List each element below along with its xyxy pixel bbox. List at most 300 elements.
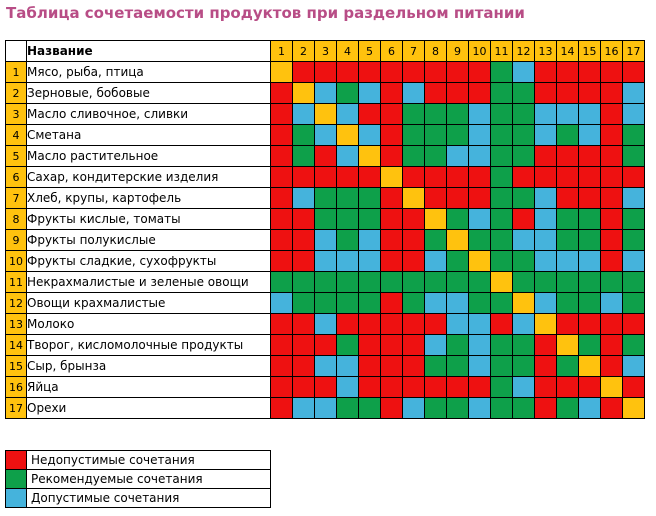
compatibility-cell: [359, 167, 381, 188]
row-number: 6: [6, 167, 27, 188]
compatibility-cell: [469, 83, 491, 104]
compatibility-cell: [271, 209, 293, 230]
compatibility-cell: [557, 167, 579, 188]
compatibility-cell: [315, 356, 337, 377]
compatibility-cell: [293, 398, 315, 419]
compatibility-cell: [271, 188, 293, 209]
compatibility-cell: [491, 146, 513, 167]
compatibility-cell: [315, 188, 337, 209]
compatibility-cell: [425, 230, 447, 251]
compatibility-cell: [601, 146, 623, 167]
compatibility-cell: [447, 314, 469, 335]
compatibility-cell: [293, 83, 315, 104]
compatibility-cell: [557, 62, 579, 83]
compatibility-cell: [623, 230, 645, 251]
column-header: 16: [601, 41, 623, 62]
compatibility-cell: [601, 293, 623, 314]
compatibility-cell: [535, 125, 557, 146]
compatibility-cell: [557, 125, 579, 146]
compatibility-cell: [359, 398, 381, 419]
compatibility-cell: [337, 251, 359, 272]
compatibility-cell: [601, 167, 623, 188]
compatibility-cell: [403, 356, 425, 377]
column-header: 14: [557, 41, 579, 62]
compatibility-cell: [425, 398, 447, 419]
compatibility-cell: [513, 62, 535, 83]
compatibility-cell: [469, 314, 491, 335]
compatibility-cell: [535, 293, 557, 314]
compatibility-cell: [359, 62, 381, 83]
table-row: [6, 398, 645, 419]
compatibility-cell: [315, 104, 337, 125]
compatibility-cell: [623, 125, 645, 146]
compatibility-cell: [425, 356, 447, 377]
product-name: Зерновые, бобовые: [27, 83, 271, 104]
table-row: [6, 251, 645, 272]
compatibility-cell: [535, 377, 557, 398]
compatibility-cell: [535, 251, 557, 272]
compatibility-cell: [425, 209, 447, 230]
row-number: 14: [6, 335, 27, 356]
compatibility-cell: [579, 251, 601, 272]
compatibility-cell: [447, 104, 469, 125]
compatibility-cell: [579, 356, 601, 377]
compatibility-table: [5, 40, 645, 419]
compatibility-cell: [315, 230, 337, 251]
compatibility-cell: [447, 62, 469, 83]
compatibility-cell: [623, 188, 645, 209]
compatibility-cell: [293, 293, 315, 314]
product-name: Овощи крахмалистые: [27, 293, 271, 314]
compatibility-cell: [491, 272, 513, 293]
product-name: Творог, кисломолочные продукты: [27, 335, 271, 356]
compatibility-cell: [381, 188, 403, 209]
compatibility-cell: [535, 104, 557, 125]
compatibility-cell: [381, 398, 403, 419]
compatibility-cell: [425, 188, 447, 209]
compatibility-cell: [425, 104, 447, 125]
compatibility-cell: [623, 293, 645, 314]
compatibility-cell: [601, 209, 623, 230]
compatibility-cell: [271, 251, 293, 272]
compatibility-cell: [403, 188, 425, 209]
table-header-row: [6, 41, 645, 62]
header-name: Название: [27, 41, 271, 62]
row-number: 10: [6, 251, 27, 272]
compatibility-cell: [315, 62, 337, 83]
row-number: 1: [6, 62, 27, 83]
compatibility-cell: [403, 377, 425, 398]
compatibility-cell: [491, 314, 513, 335]
legend-label: Рекомендуемые сочетания: [27, 470, 271, 489]
table-row: [6, 377, 645, 398]
row-number: 3: [6, 104, 27, 125]
compatibility-cell: [557, 335, 579, 356]
table-row: [6, 293, 645, 314]
compatibility-cell: [623, 167, 645, 188]
compatibility-cell: [337, 335, 359, 356]
compatibility-cell: [271, 230, 293, 251]
compatibility-cell: [535, 314, 557, 335]
compatibility-cell: [513, 398, 535, 419]
column-header: 3: [315, 41, 337, 62]
compatibility-cell: [425, 251, 447, 272]
compatibility-cell: [447, 335, 469, 356]
row-number: 11: [6, 272, 27, 293]
compatibility-cell: [513, 314, 535, 335]
product-name: Фрукты сладкие, сухофрукты: [27, 251, 271, 272]
compatibility-cell: [293, 188, 315, 209]
compatibility-cell: [337, 398, 359, 419]
compatibility-cell: [447, 188, 469, 209]
compatibility-cell: [579, 125, 601, 146]
product-name: Хлеб, крупы, картофель: [27, 188, 271, 209]
compatibility-cell: [381, 293, 403, 314]
compatibility-cell: [337, 272, 359, 293]
compatibility-cell: [315, 272, 337, 293]
compatibility-cell: [513, 188, 535, 209]
compatibility-cell: [315, 125, 337, 146]
compatibility-cell: [293, 209, 315, 230]
compatibility-cell: [491, 377, 513, 398]
compatibility-cell: [601, 230, 623, 251]
compatibility-cell: [447, 398, 469, 419]
legend-swatch: [6, 489, 27, 508]
row-number: 7: [6, 188, 27, 209]
compatibility-cell: [425, 62, 447, 83]
compatibility-cell: [315, 251, 337, 272]
compatibility-cell: [271, 377, 293, 398]
compatibility-cell: [293, 62, 315, 83]
compatibility-cell: [513, 272, 535, 293]
product-name: Сыр, брынза: [27, 356, 271, 377]
compatibility-cell: [557, 377, 579, 398]
compatibility-cell: [315, 398, 337, 419]
compatibility-cell: [271, 314, 293, 335]
compatibility-cell: [557, 146, 579, 167]
row-number: 15: [6, 356, 27, 377]
compatibility-cell: [579, 335, 601, 356]
compatibility-cell: [315, 377, 337, 398]
compatibility-cell: [601, 335, 623, 356]
compatibility-cell: [271, 398, 293, 419]
compatibility-cell: [513, 377, 535, 398]
compatibility-cell: [403, 251, 425, 272]
compatibility-cell: [293, 146, 315, 167]
compatibility-cell: [337, 230, 359, 251]
compatibility-cell: [601, 314, 623, 335]
column-header: 17: [623, 41, 645, 62]
row-number: 16: [6, 377, 27, 398]
compatibility-cell: [469, 188, 491, 209]
product-name: Орехи: [27, 398, 271, 419]
compatibility-cell: [469, 209, 491, 230]
compatibility-cell: [623, 398, 645, 419]
compatibility-cell: [557, 272, 579, 293]
compatibility-cell: [579, 188, 601, 209]
table-row: [6, 62, 645, 83]
compatibility-cell: [337, 62, 359, 83]
compatibility-cell: [535, 146, 557, 167]
compatibility-cell: [337, 209, 359, 230]
row-number: 4: [6, 125, 27, 146]
compatibility-cell: [557, 230, 579, 251]
compatibility-cell: [337, 314, 359, 335]
compatibility-cell: [425, 125, 447, 146]
legend-swatch: [6, 470, 27, 489]
compatibility-cell: [447, 230, 469, 251]
compatibility-cell: [579, 230, 601, 251]
table-row: [6, 104, 645, 125]
compatibility-cell: [447, 272, 469, 293]
compatibility-cell: [513, 167, 535, 188]
compatibility-cell: [557, 314, 579, 335]
compatibility-cell: [425, 293, 447, 314]
compatibility-cell: [469, 125, 491, 146]
compatibility-cell: [381, 62, 403, 83]
compatibility-cell: [425, 146, 447, 167]
compatibility-cell: [535, 272, 557, 293]
compatibility-cell: [469, 230, 491, 251]
compatibility-cell: [513, 83, 535, 104]
product-name: Яйца: [27, 377, 271, 398]
compatibility-cell: [425, 335, 447, 356]
compatibility-cell: [315, 209, 337, 230]
product-name: Сахар, кондитерские изделия: [27, 167, 271, 188]
compatibility-cell: [293, 272, 315, 293]
compatibility-cell: [359, 188, 381, 209]
column-header: 1: [271, 41, 293, 62]
compatibility-cell: [359, 335, 381, 356]
row-number: 8: [6, 209, 27, 230]
compatibility-cell: [469, 356, 491, 377]
compatibility-cell: [601, 398, 623, 419]
compatibility-cell: [403, 146, 425, 167]
row-number: 2: [6, 83, 27, 104]
legend-row: [6, 451, 271, 470]
compatibility-cell: [557, 356, 579, 377]
compatibility-cell: [513, 293, 535, 314]
compatibility-cell: [601, 83, 623, 104]
compatibility-cell: [359, 272, 381, 293]
compatibility-cell: [469, 146, 491, 167]
legend: [5, 450, 271, 508]
compatibility-cell: [513, 104, 535, 125]
compatibility-cell: [491, 125, 513, 146]
compatibility-cell: [315, 335, 337, 356]
compatibility-cell: [425, 377, 447, 398]
compatibility-cell: [293, 230, 315, 251]
compatibility-cell: [425, 167, 447, 188]
compatibility-cell: [381, 230, 403, 251]
compatibility-cell: [491, 356, 513, 377]
table-row: [6, 83, 645, 104]
compatibility-cell: [579, 398, 601, 419]
compatibility-cell: [403, 83, 425, 104]
compatibility-cell: [601, 188, 623, 209]
compatibility-cell: [557, 104, 579, 125]
table-body: [6, 62, 645, 419]
compatibility-cell: [381, 146, 403, 167]
compatibility-cell: [513, 230, 535, 251]
compatibility-cell: [293, 377, 315, 398]
compatibility-cell: [469, 167, 491, 188]
compatibility-cell: [447, 251, 469, 272]
compatibility-cell: [513, 251, 535, 272]
table-row: [6, 125, 645, 146]
compatibility-cell: [293, 104, 315, 125]
compatibility-cell: [579, 293, 601, 314]
row-number: 17: [6, 398, 27, 419]
compatibility-cell: [359, 146, 381, 167]
compatibility-cell: [535, 398, 557, 419]
compatibility-cell: [271, 167, 293, 188]
compatibility-cell: [601, 377, 623, 398]
column-header: 11: [491, 41, 513, 62]
compatibility-cell: [403, 167, 425, 188]
compatibility-cell: [469, 398, 491, 419]
table-row: [6, 314, 645, 335]
compatibility-cell: [469, 104, 491, 125]
compatibility-cell: [447, 377, 469, 398]
compatibility-cell: [535, 209, 557, 230]
compatibility-cell: [557, 209, 579, 230]
compatibility-cell: [579, 272, 601, 293]
column-header: 2: [293, 41, 315, 62]
compatibility-cell: [491, 293, 513, 314]
compatibility-cell: [601, 272, 623, 293]
compatibility-cell: [491, 167, 513, 188]
compatibility-cell: [381, 251, 403, 272]
compatibility-cell: [623, 377, 645, 398]
compatibility-cell: [447, 356, 469, 377]
compatibility-cell: [623, 209, 645, 230]
compatibility-cell: [557, 251, 579, 272]
compatibility-cell: [491, 83, 513, 104]
compatibility-cell: [381, 104, 403, 125]
row-number: 5: [6, 146, 27, 167]
compatibility-cell: [469, 272, 491, 293]
row-number: 12: [6, 293, 27, 314]
compatibility-cell: [271, 83, 293, 104]
compatibility-cell: [557, 188, 579, 209]
compatibility-cell: [579, 167, 601, 188]
compatibility-cell: [491, 104, 513, 125]
compatibility-cell: [491, 188, 513, 209]
compatibility-cell: [491, 62, 513, 83]
compatibility-cell: [425, 272, 447, 293]
compatibility-cell: [535, 335, 557, 356]
compatibility-cell: [359, 125, 381, 146]
compatibility-cell: [403, 62, 425, 83]
compatibility-cell: [447, 209, 469, 230]
column-header: 7: [403, 41, 425, 62]
product-name: Фрукты кислые, томаты: [27, 209, 271, 230]
column-header: 8: [425, 41, 447, 62]
compatibility-cell: [535, 83, 557, 104]
compatibility-cell: [535, 188, 557, 209]
table-row: [6, 230, 645, 251]
product-name: Масло растительное: [27, 146, 271, 167]
compatibility-cell: [557, 293, 579, 314]
column-header: 12: [513, 41, 535, 62]
compatibility-cell: [381, 209, 403, 230]
compatibility-cell: [601, 104, 623, 125]
table-row: [6, 209, 645, 230]
compatibility-cell: [337, 188, 359, 209]
compatibility-cell: [469, 335, 491, 356]
product-name: Некрахмалистые и зеленые овощи: [27, 272, 271, 293]
compatibility-cell: [513, 335, 535, 356]
compatibility-cell: [491, 398, 513, 419]
compatibility-cell: [293, 125, 315, 146]
compatibility-cell: [403, 230, 425, 251]
compatibility-cell: [403, 272, 425, 293]
compatibility-cell: [447, 125, 469, 146]
compatibility-cell: [491, 230, 513, 251]
compatibility-cell: [623, 104, 645, 125]
compatibility-cell: [579, 209, 601, 230]
column-header: 6: [381, 41, 403, 62]
product-name: Фрукты полукислые: [27, 230, 271, 251]
compatibility-cell: [469, 293, 491, 314]
product-name: Молоко: [27, 314, 271, 335]
compatibility-cell: [271, 104, 293, 125]
compatibility-cell: [271, 62, 293, 83]
compatibility-cell: [403, 314, 425, 335]
compatibility-cell: [359, 356, 381, 377]
table-row: [6, 146, 645, 167]
compatibility-cell: [491, 209, 513, 230]
legend-label: Допустимые сочетания: [27, 489, 271, 508]
compatibility-cell: [359, 83, 381, 104]
table-row: [6, 335, 645, 356]
compatibility-cell: [513, 146, 535, 167]
compatibility-cell: [381, 272, 403, 293]
compatibility-cell: [271, 272, 293, 293]
compatibility-cell: [337, 146, 359, 167]
compatibility-cell: [337, 167, 359, 188]
compatibility-cell: [337, 125, 359, 146]
compatibility-cell: [447, 167, 469, 188]
compatibility-cell: [447, 83, 469, 104]
compatibility-cell: [535, 62, 557, 83]
compatibility-cell: [359, 209, 381, 230]
legend-row: [6, 470, 271, 489]
compatibility-cell: [623, 356, 645, 377]
legend-label: Недопустимые сочетания: [27, 451, 271, 470]
compatibility-cell: [447, 293, 469, 314]
compatibility-cell: [293, 356, 315, 377]
compatibility-cell: [425, 314, 447, 335]
compatibility-cell: [293, 167, 315, 188]
compatibility-cell: [491, 335, 513, 356]
compatibility-cell: [271, 125, 293, 146]
compatibility-cell: [403, 125, 425, 146]
legend-row: [6, 489, 271, 508]
compatibility-cell: [381, 314, 403, 335]
compatibility-cell: [403, 104, 425, 125]
compatibility-cell: [403, 209, 425, 230]
compatibility-cell: [315, 293, 337, 314]
compatibility-cell: [337, 104, 359, 125]
column-header: 10: [469, 41, 491, 62]
compatibility-cell: [535, 167, 557, 188]
table-row: [6, 272, 645, 293]
compatibility-cell: [271, 335, 293, 356]
compatibility-cell: [513, 125, 535, 146]
compatibility-cell: [381, 83, 403, 104]
